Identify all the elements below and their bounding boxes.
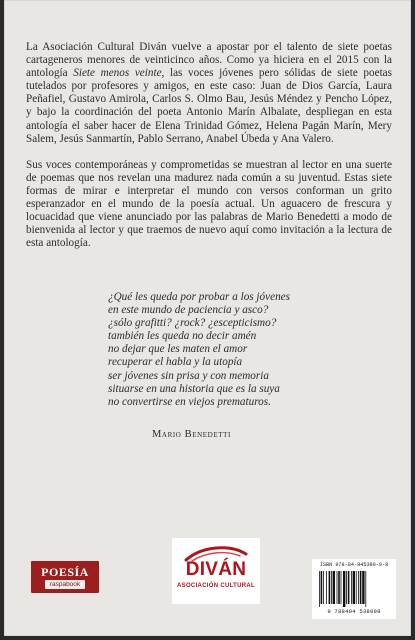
barcode-bar [329, 571, 331, 604]
poem-author: Mario Benedetti [152, 429, 231, 440]
barcode-bar [358, 571, 359, 604]
publisher-name: DIVÁN [185, 559, 247, 580]
back-cover [4, 0, 411, 636]
barcode-bar [351, 571, 352, 604]
poem-line: recuperar el habla y la utopía [108, 356, 243, 369]
poem-line: ¿sólo grafitti? ¿rock? ¿escepticismo? [108, 317, 277, 330]
isbn-barcode [312, 559, 396, 619]
poem-line: ser jóvenes sin prisa y con memoria [108, 369, 269, 382]
barcode-bar [326, 571, 327, 604]
epigraph-poem [108, 291, 408, 409]
barcode-bar [360, 571, 362, 604]
barcode-bar [343, 571, 345, 607]
barcode-bar [356, 571, 357, 604]
poem-line: no convertirse en viejos prematuros. [108, 395, 271, 408]
barcode-bar [321, 571, 323, 604]
barcode-bar [319, 571, 320, 607]
barcode-bar [323, 571, 324, 604]
collection-imprint: raspabook [45, 580, 85, 589]
blurb-text [26, 41, 392, 263]
barcode-bar [348, 571, 350, 604]
barcode-bar [337, 571, 338, 604]
barcode-bar [346, 571, 347, 604]
blurb-paragraph-2: Sus voces contemporáneas y comprometidas se muestran al lector en una suerte de poemas que nos revelan una madurez nada común a su juventud. Estas siete formas de mirar e interpretar el mundo con versos conforman un grito esperanzador en el mundo de la poesía actual. Un aguacero de frescura y locuacidad que viene anunciado por las palabras de Mario Benedetti a modo de bienvenida al lector y que traemos de nuevo aquí como invitación a la lectura de esta antología. [26, 158, 392, 250]
blurb-paragraph-1 [26, 41, 392, 146]
poem-line: situarse en una historia que es la suya [108, 382, 280, 395]
isbn-number: ISBN 978-84-945380-9-8 [319, 562, 389, 568]
poem-line: también les queda no decir amén [108, 330, 257, 343]
barcode-bar [353, 571, 355, 604]
barcode-bar [362, 571, 364, 604]
divan-publisher-logo [172, 538, 260, 604]
blurb-paragraph-1-end: , las voces jóvenes pero sólidas de siete poetas tutelados por profesores y amigos, en este caso: Juan de Dios García, Laura Peñafiel, Gustavo Amirola, Carlos S. Olmo Bau, Jesús Méndez y Pencho López, y bajo la coordinación del poeta Antonio Marín Albalate, despliegan en esta antología el saber hacer de Elena Trinidad Gómez, Helena Pagán Marín, Mery Salem, Jesús Sanmartín, Pablo Serrano, Anabel Úbeda y Ana Valero. [26, 67, 392, 145]
publisher-tagline: ASOCIACIÓN CULTURAL [177, 583, 255, 589]
collection-title: POESÍA [41, 565, 89, 579]
poem-line: en este mundo de paciencia y asco? [108, 304, 269, 317]
barcode-bar [341, 571, 342, 604]
barcode-bars-icon [318, 571, 390, 607]
barcode-digits: 9 788494 538098 [327, 608, 381, 615]
poesia-collection-logo [31, 561, 99, 593]
barcode-bar [338, 571, 340, 604]
blurb-paragraph-1-start: La Asociación Cultural Diván vuelve a apostar por el talento de siete poetas cartageneros menores de veinticinco años. Como ya hiciera en el 2015 con la antología [26, 41, 392, 80]
barcode-bar [333, 571, 335, 604]
barcode-bar [365, 571, 366, 607]
barcode-bar [331, 571, 332, 604]
poem-line: no dejar que les maten el amor [108, 343, 248, 356]
poem-line: ¿Qué les queda por probar a los jóvenes [108, 291, 290, 303]
anthology-title: Siete menos veinte [73, 67, 162, 80]
